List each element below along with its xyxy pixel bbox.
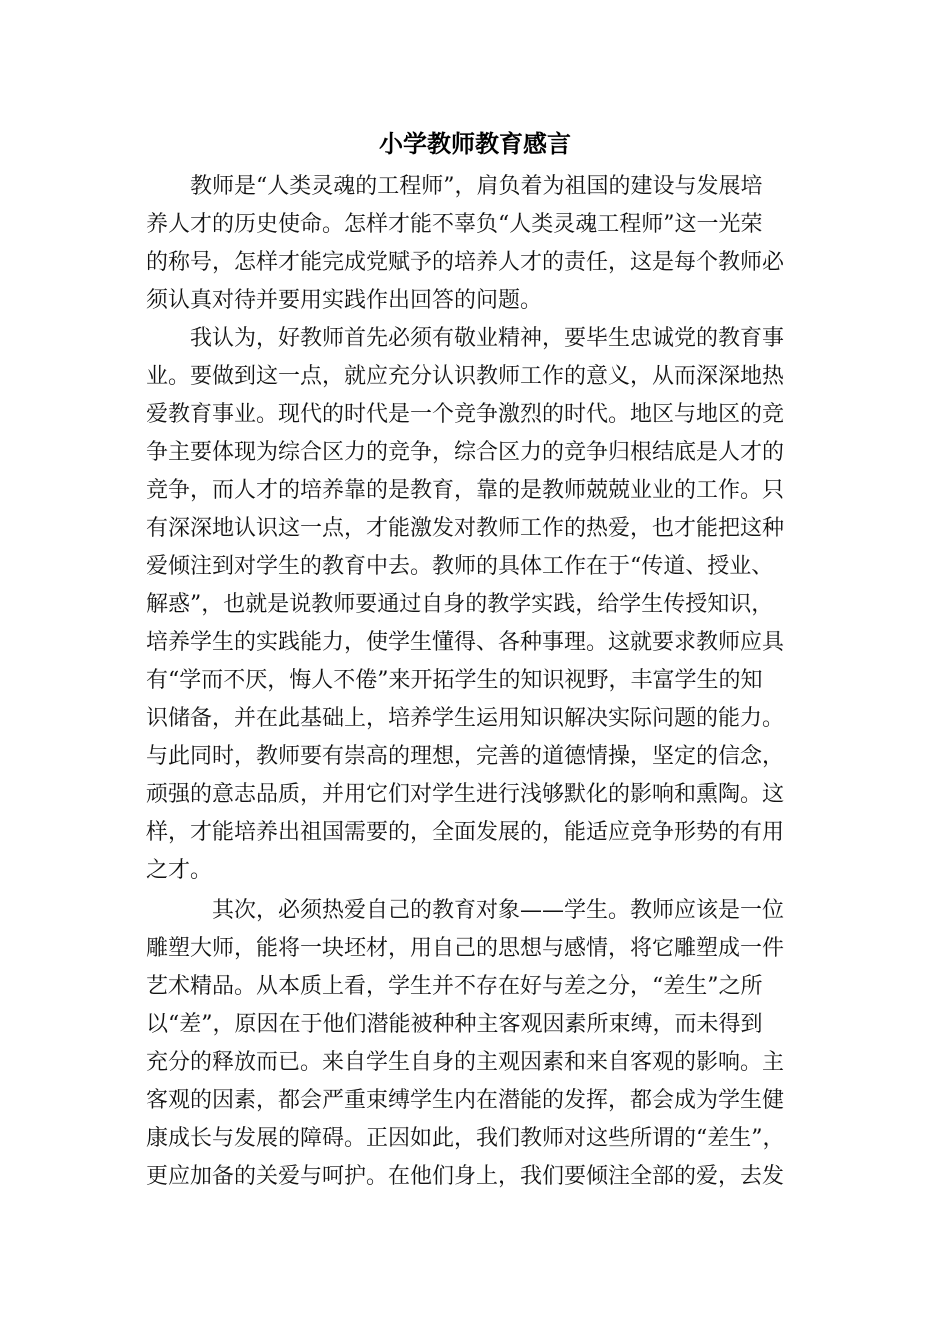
paragraph-line: 其次，必须热爱自己的教育对象——学生。教师应该是一位 — [212, 898, 785, 923]
paragraph-line: 雕塑大师，能将一块坯材，用自己的思想与感情，将它雕塑成一件 — [146, 936, 785, 961]
paragraph-line: 爱教育事业。现代的时代是一个竞争激烈的时代。地区与地区的竞 — [146, 402, 785, 427]
paragraph-line: 竞争，而人才的培养靠的是教育，靠的是教师兢兢业业的工作。只 — [146, 478, 785, 503]
document-title: 小学教师教育感言 — [379, 129, 571, 158]
paragraph-line: 培养学生的实践能力，使学生懂得、各种事理。这就要求教师应具 — [146, 630, 785, 655]
paragraph-line: 顽强的意志品质，并用它们对学生进行浅够默化的影响和熏陶。这 — [146, 782, 785, 807]
paragraph-line: 须认真对待并要用实践作出回答的问题。 — [146, 288, 543, 313]
paragraph-line: 样，才能培养出祖国需要的，全面发展的，能适应竞争形势的有用 — [146, 820, 785, 845]
paragraph-line: 爱倾注到对学生的教育中去。教师的具体工作在于“传道、授业、 — [146, 554, 774, 579]
paragraph-line: 艺术精品。从本质上看，学生并不存在好与差之分，“差生”之所 — [146, 974, 763, 999]
paragraph-line: 的称号，怎样才能完成党赋予的培养人才的责任，这是每个教师必 — [146, 250, 785, 275]
paragraph-line: 有“学而不厌，悔人不倦”来开拓学生的知识视野，丰富学生的知 — [146, 668, 763, 693]
paragraph-line: 有深深地认识这一点，才能激发对教师工作的热爱，也才能把这种 — [146, 516, 785, 541]
paragraph-line: 客观的因素，都会严重束缚学生内在潜能的发挥，都会成为学生健 — [146, 1088, 785, 1113]
paragraph-line: 教师是“人类灵魂的工程师”，肩负着为祖国的建设与发展培 — [190, 174, 763, 199]
paragraph-line: 解惑”，也就是说教师要通过自身的教学实践，给学生传授知识， — [146, 592, 774, 617]
paragraph-line: 之才。 — [146, 858, 213, 883]
paragraph-line: 以“差”，原因在于他们潜能被种种主客观因素所束缚，而未得到 — [146, 1012, 763, 1037]
paragraph-line: 与此同时，教师要有崇高的理想，完善的道德情操，坚定的信念， — [146, 744, 785, 769]
paragraph-line: 我认为，好教师首先必须有敬业精神，要毕生忠诚党的教育事 — [190, 326, 785, 351]
paragraph-line: 识储备，并在此基础上，培养学生运用知识解决实际问题的能力。 — [146, 706, 785, 731]
paragraph-line: 康成长与发展的障碍。正因如此，我们教师对这些所谓的“差生”， — [146, 1126, 785, 1151]
paragraph-line: 充分的释放而已。来自学生自身的主观因素和来自客观的影响。主 — [146, 1050, 785, 1075]
paragraph-line: 争主要体现为综合区力的竞争，综合区力的竞争归根结底是人才的 — [146, 440, 785, 465]
paragraph-line: 更应加备的关爱与呵护。在他们身上，我们要倾注全部的爱，去发 — [146, 1164, 785, 1189]
paragraph-line: 养人才的历史使命。怎样才能不辜负“人类灵魂工程师”这一光荣 — [146, 212, 763, 237]
paragraph-line: 业。要做到这一点，就应充分认识教师工作的意义，从而深深地热 — [146, 364, 785, 389]
